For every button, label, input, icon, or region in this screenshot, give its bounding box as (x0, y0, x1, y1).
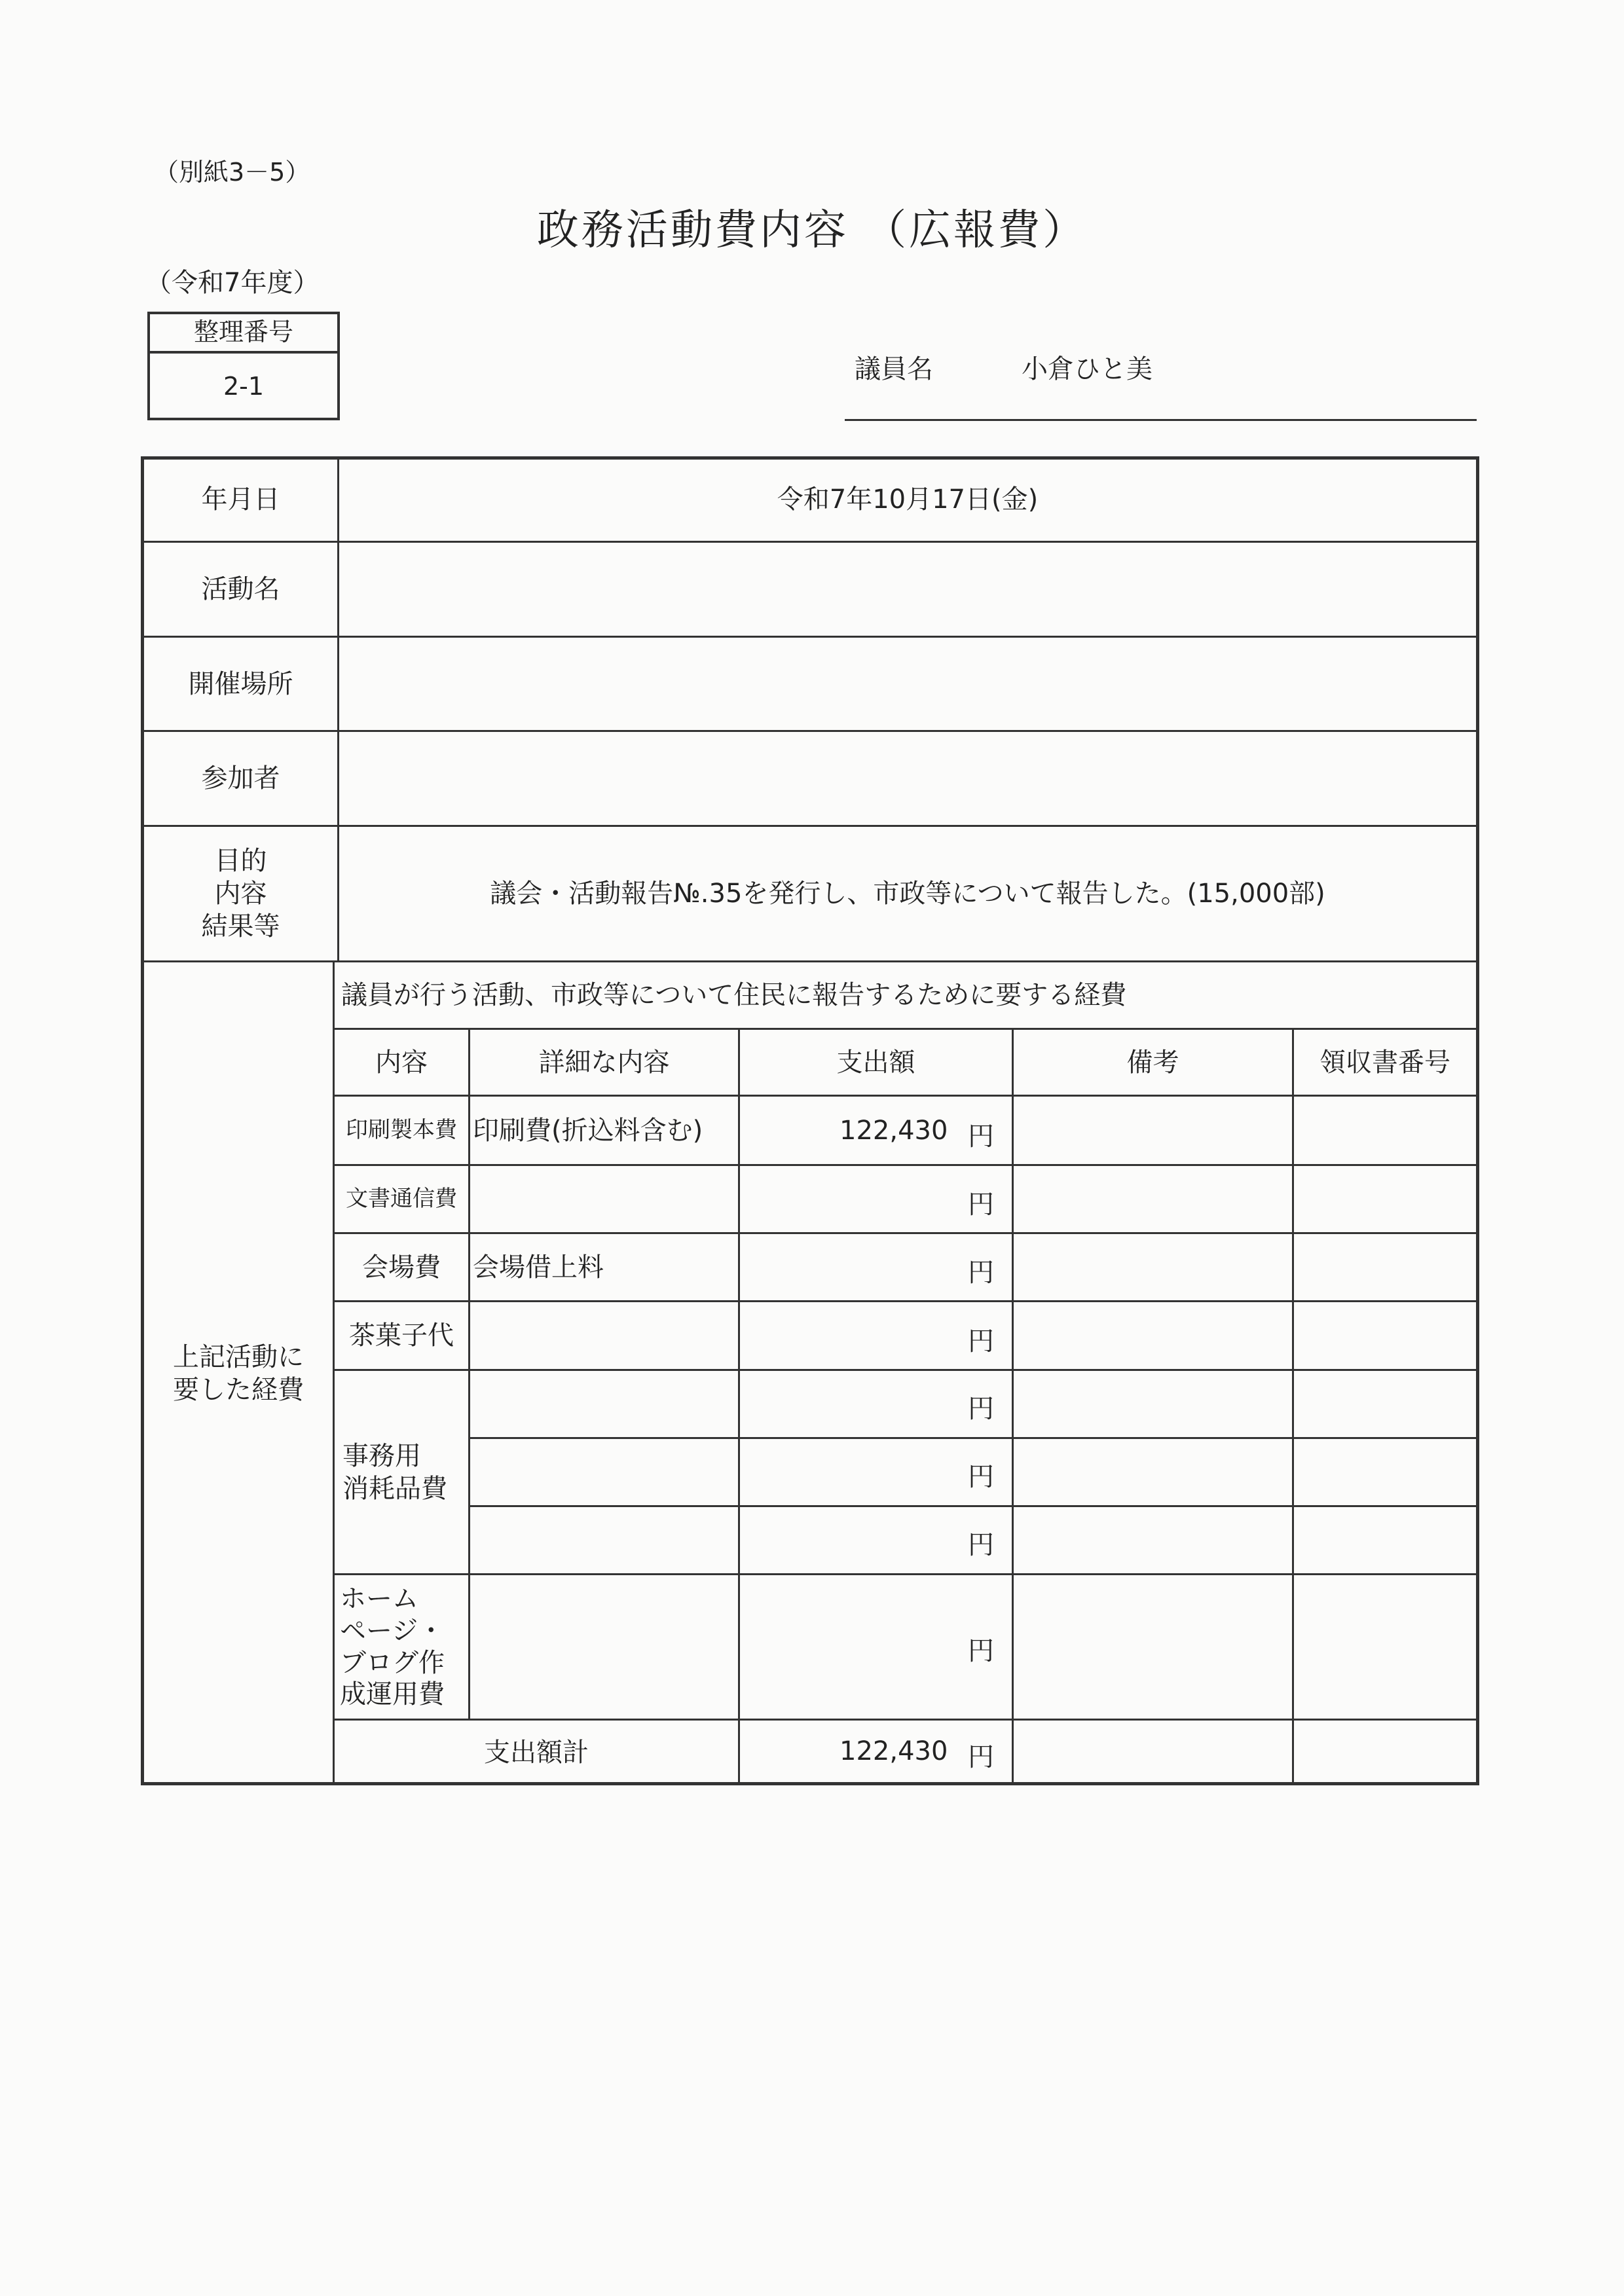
col-header-amount: 支出額 (836, 1047, 915, 1078)
member-name: 小倉ひと美 (1022, 354, 1153, 384)
activity-label: 活動名 (201, 574, 280, 604)
seiri-number: 2-1 (223, 372, 265, 401)
expenses-section-label: 上記活動に 要した経費 (173, 1341, 304, 1405)
yen-unit: 円 (968, 1394, 994, 1424)
col-header-receipt: 領収書番号 (1320, 1047, 1450, 1078)
row-detail-communication (470, 1166, 738, 1232)
row-detail-venue: 会場借上料 (473, 1252, 604, 1283)
participants-value (339, 732, 1476, 825)
divider (468, 1505, 1479, 1507)
seiri-box (147, 312, 340, 420)
divider (333, 1369, 1479, 1371)
yen-unit: 円 (968, 1742, 994, 1772)
row-category-website: ホーム ページ・ ブログ作 成運用費 (340, 1583, 445, 1710)
yen-unit: 円 (968, 1326, 994, 1357)
yen-unit: 円 (968, 1462, 994, 1492)
col-header-detail: 詳細な内容 (538, 1047, 670, 1078)
total-label: 支出額計 (484, 1737, 589, 1768)
participants-label: 参加者 (201, 763, 280, 793)
date-label: 年月日 (201, 484, 280, 515)
member-underline (845, 419, 1477, 421)
row-detail-refreshments (470, 1302, 738, 1369)
yen-unit: 円 (968, 1530, 994, 1560)
divider (738, 1028, 740, 1785)
activity-value (339, 543, 1476, 636)
date-value: 令和7年10月17日(金) (777, 484, 1039, 515)
divider (1012, 1028, 1014, 1785)
divider (468, 1437, 1479, 1439)
row-category-supplies: 事務用 消耗品費 (342, 1440, 447, 1504)
expenses-description: 議員が行う活動、市政等について住民に報告するために要する経費 (341, 980, 1127, 1010)
purpose-value: 議会・活動報告№.35を発行し、市政等について報告した。(15,000部) (490, 879, 1325, 909)
page-title: 政務活動費内容 （広報費） (536, 206, 1088, 255)
venue-value (339, 638, 1476, 730)
yen-unit: 円 (968, 1190, 994, 1220)
divider (1292, 1028, 1294, 1785)
col-header-remarks: 備考 (1126, 1047, 1179, 1078)
yen-unit: 円 (968, 1636, 994, 1666)
member-label: 議員名 (855, 354, 933, 384)
seiri-label: 整理番号 (150, 314, 337, 354)
annex-label: （別紙3－5） (154, 158, 310, 187)
row-amount-printing: 122,430 (840, 1116, 948, 1146)
total-amount: 122,430 (840, 1736, 948, 1766)
row-detail-printing: 印刷費(折込料含む) (473, 1115, 703, 1146)
venue-label: 開催場所 (188, 668, 293, 699)
row-category-communication: 文書通信費 (346, 1186, 457, 1212)
row-category-printing: 印刷製本費 (346, 1117, 457, 1144)
yen-unit: 円 (968, 1121, 994, 1152)
yen-unit: 円 (968, 1258, 994, 1288)
divider (333, 1573, 1479, 1575)
row-category-venue: 会場費 (362, 1252, 441, 1283)
fiscal-year: （令和7年度） (145, 268, 320, 298)
purpose-label: 目的 内容 結果等 (201, 846, 280, 941)
row-category-refreshments: 茶菓子代 (349, 1321, 454, 1351)
col-header-naiyo: 内容 (375, 1047, 428, 1078)
